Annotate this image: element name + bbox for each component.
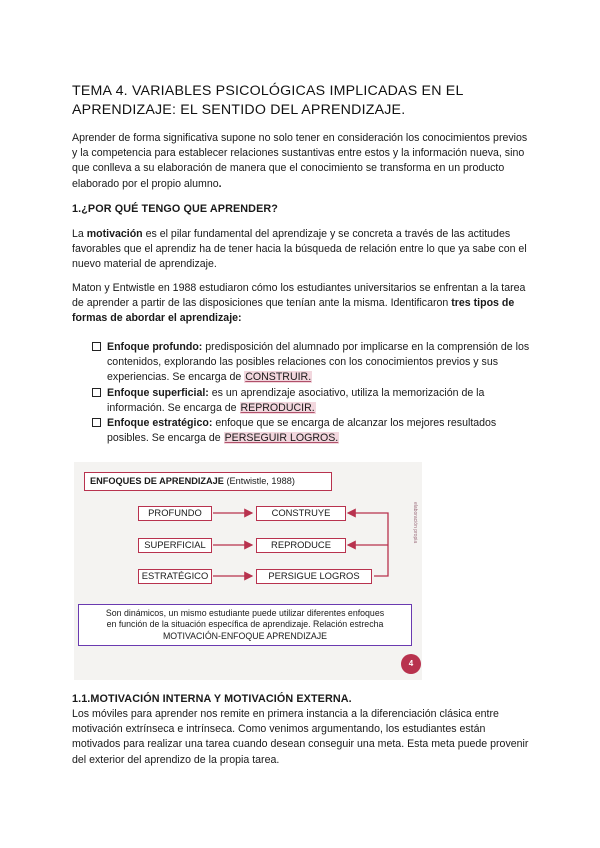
- bullet-highlight: REPRODUCIR.: [240, 401, 315, 414]
- bullet-term: Enfoque estratégico:: [107, 417, 213, 430]
- bullet-term: Enfoque superficial:: [107, 386, 209, 399]
- figure-note: [78, 604, 412, 646]
- note-line-3: MOTIVACIÓN-ENFOQUE APRENDIZAJE: [162, 630, 328, 641]
- checkbox-icon: [92, 342, 101, 351]
- box-construye: CONSTRUYE: [256, 506, 346, 521]
- box-superficial: SUPERFICIAL: [138, 538, 212, 553]
- box-profundo: PROFUNDO: [138, 506, 212, 521]
- section-1-1-paragraph: Los móviles para aprender nos remite en primera instancia a la diferenciación clásica entre motivación extrínseca e intrínseca. Como venimos argumentando, los estudiantes están motivados para realizar una tarea cuando desean conseguir una meta. Esta meta puede provenir del exterior del aprendizo de la propia tarea.: [72, 708, 529, 766]
- note-line-1: Son dinámicos, un mismo estudiante puede utilizar diferentes enfoques: [105, 608, 385, 618]
- entwistle-paragraph: [72, 281, 532, 327]
- motivation-paragraph: [72, 227, 532, 273]
- bullet-highlight: PERSEGUIR LOGROS.: [224, 432, 339, 445]
- checkbox-icon: [92, 418, 101, 427]
- p1-bold: motivación: [86, 228, 143, 240]
- intro-text: Aprender de forma significativa supone no solo tener en consideración los conocimientos previos y la competencia para establecer relaciones sustantivas entre estos y la información nueva, sino que conlleva a su elaboración de manera que el conocimiento se transforma en un producto elaborado por el propio alumno: [72, 132, 528, 190]
- p2-a: Maton y Entwistle en 1988 estudiaron cómo los estudiantes universitarios se enfrentan a la tarea de aprender a partir de las disposiciones que tenían ante la misma. Identificaron: [72, 282, 526, 310]
- p1-a: La: [72, 228, 87, 240]
- figure-side-text: elaboración propia: [412, 502, 418, 544]
- page-title: [72, 82, 542, 120]
- approach-list: [92, 340, 532, 446]
- learning-approaches-figure: [74, 462, 422, 680]
- section-1-1-heading: 1.1.MOTIVACIÓN INTERNA Y MOTIVACIÓN EXTERNA.: [72, 693, 352, 705]
- p1-b: es el pilar fundamental del aprendizaje y se concreta a través de las actitudes favorables que el aprendiz ha de tener hacia la búsqueda de relación entre lo que ya sabe con el nuevo material de aprendizaje.: [72, 228, 527, 271]
- intro-end: .: [218, 177, 222, 190]
- bullet-text: enfoque que se encarga de alcanzar los mejores resultados posibles. Se encarga de: [107, 417, 497, 445]
- box-reproduce: REPRODUCE: [256, 538, 346, 553]
- bullet-highlight: CONSTRUIR.: [245, 371, 312, 384]
- bullet-term: Enfoque profundo:: [107, 341, 203, 353]
- figure-header-bold: ENFOQUES DE APRENDIZAJE: [90, 476, 224, 486]
- list-item: [92, 340, 532, 386]
- list-item: [92, 416, 532, 446]
- title-line-2: APRENDIZAJE: EL SENTIDO DEL APRENDIZAJE.: [72, 102, 406, 118]
- box-persigue-logros: PERSIGUE LOGROS: [256, 569, 372, 584]
- section-1-heading: 1.¿POR QUÉ TENGO QUE APRENDER?: [72, 203, 278, 215]
- title-line-1: TEMA 4. VARIABLES PSICOLÓGICAS IMPLICADAS EN EL: [72, 83, 464, 99]
- intro-paragraph: [72, 131, 532, 192]
- checkbox-icon: [92, 388, 101, 397]
- bullet-text: es un aprendizaje asociativo, utiliza la memorización de la información. Se encarga de: [107, 386, 485, 414]
- list-item: [92, 386, 532, 416]
- figure-header-normal: (Entwistle, 1988): [223, 476, 295, 486]
- figure-page-number: 4: [401, 654, 421, 674]
- bullet-text: predisposición del alumnado por implicarse en la comprensión de los contenidos, explorando las posibles relaciones con los conocimientos previos y sus experiencias. Se encarga de: [107, 341, 530, 384]
- note-line-2: en función de la situación específica de aprendizaje. Relación estrecha: [106, 619, 384, 630]
- p2-bold: tres tipos de formas de abordar el aprendizaje:: [72, 297, 515, 325]
- box-estrategico: ESTRATÉGICO: [138, 569, 212, 584]
